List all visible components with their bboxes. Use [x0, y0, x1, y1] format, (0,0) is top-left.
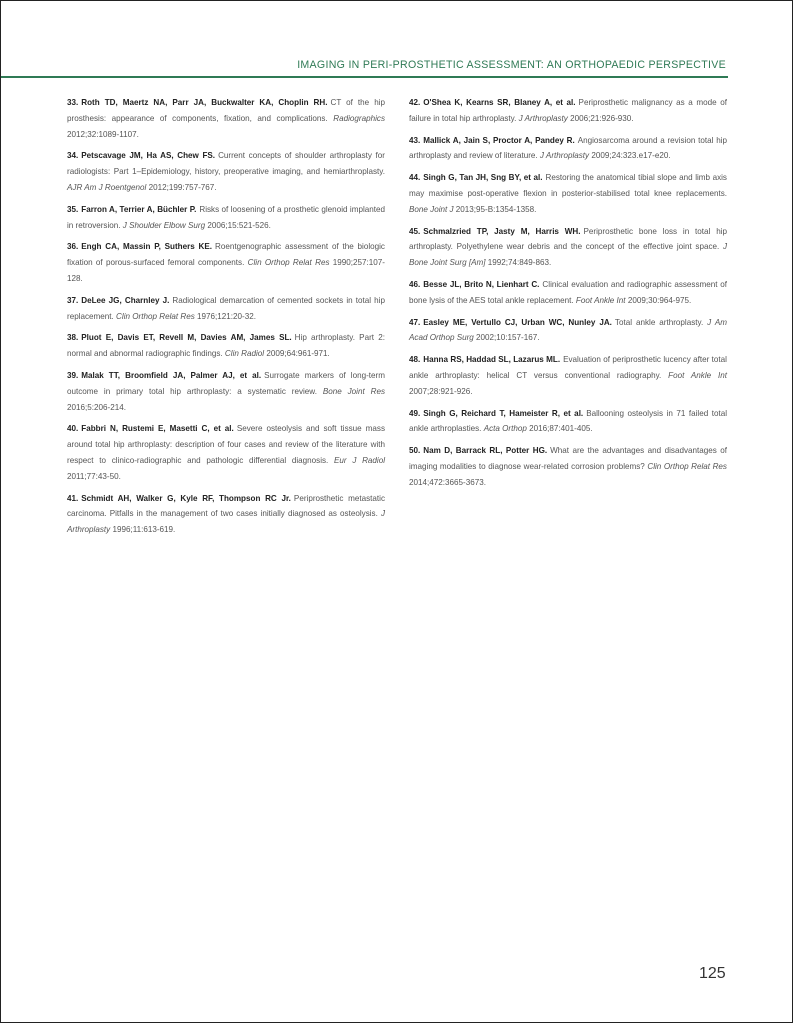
reference-journal: Foot Ankle Int: [575, 295, 626, 305]
reference-citation: 2009;64:961-971.: [266, 349, 330, 359]
reference-citation: 1990;257:107-128.: [67, 258, 386, 283]
reference-citation: 2016;5:206-214.: [67, 402, 126, 412]
reference-authors: Easley ME, Vertullo CJ, Urban WC, Nunley JA.: [423, 317, 612, 327]
reference-list-left: [67, 95, 385, 544]
page-number: 125: [699, 965, 726, 982]
reference-citation: 2016;87:401-405.: [529, 424, 593, 434]
reference-title: Surrogate markers of long-term outcome in primary total hip arthroplasty: a systematic review.: [67, 370, 385, 396]
reference-journal: Radiographics: [333, 113, 385, 123]
reference-journal: Bone Joint J: [409, 204, 454, 214]
reference-title: Periprosthetic malignancy as a mode of failure in total hip arthroplasty.: [409, 98, 727, 123]
reference-number: 38.: [67, 333, 79, 343]
reference-journal: Foot Ankle Int: [668, 370, 727, 380]
reference-number: 45.: [409, 226, 421, 236]
reference-item: [409, 352, 727, 399]
reference-title: What are the advantages and disadvantages of imaging modalities to diagnose wear-related corrosion problems?: [409, 446, 728, 471]
reference-item: [67, 491, 385, 538]
reference-number: 33.: [67, 98, 79, 107]
reference-journal: Clin Radiol: [224, 349, 265, 359]
reference-title: Roentgenographic assessment of the biologic fixation of porous-surfaced femoral components.: [67, 242, 385, 268]
reference-title: Risks of loosening of a prosthetic glenoid implanted in retroversion.: [67, 204, 385, 230]
reference-number: 34.: [67, 151, 79, 161]
reference-item: [67, 293, 385, 325]
reference-authors: Farron A, Terrier A, Büchler P.: [81, 204, 197, 214]
reference-title: Ballooning osteolysis in 71 failed total ankle arthroplasties.: [409, 408, 728, 434]
header-rule: [1, 76, 728, 78]
reference-number: 39.: [67, 370, 79, 380]
reference-authors: Singh G, Reichard T, Hameister R, et al.: [423, 408, 584, 418]
reference-item: [67, 148, 385, 195]
reference-item: [409, 406, 727, 438]
reference-title: Periprosthetic bone loss in total hip arthroplasty. Polyethylene wear debris and the concept of the effective joint space.: [409, 226, 727, 252]
reference-citation: 2013;95-B:1354-1358.: [455, 204, 537, 214]
reference-authors: Nam D, Barrack RL, Potter HG.: [423, 446, 548, 456]
reference-number: 42.: [409, 98, 421, 107]
reference-title: Radiological demarcation of cemented sockets in total hip replacement.: [67, 295, 385, 321]
reference-item: [409, 315, 727, 347]
reference-authors: Malak TT, Broomfield JA, Palmer AJ, et al.: [81, 370, 262, 380]
reference-number: 47.: [409, 317, 421, 327]
reference-citation: 1996;11:613-619.: [112, 525, 176, 535]
reference-number: 36.: [67, 242, 79, 252]
reference-number: 44.: [409, 173, 421, 183]
reference-item: [67, 330, 385, 362]
reference-authors: O'Shea K, Kearns SR, Blaney A, et al.: [423, 98, 576, 107]
reference-citation: 2002;10:157-167.: [476, 333, 540, 343]
reference-citation: 2011;77:43-50.: [67, 471, 121, 481]
reference-citation: 2009;30:964-975.: [627, 295, 692, 305]
running-head: IMAGING IN PERI-PROSTHETIC ASSESSMENT: AN ORTHOPAEDIC PERSPECTIVE: [297, 59, 726, 71]
reference-number: 41.: [67, 493, 79, 503]
reference-citation: 2006;15:521-526.: [207, 220, 271, 230]
reference-item: [67, 421, 385, 484]
reference-title: Restoring the anatomical tibial slope and limb axis may maximise post-operative flexion in posterior-stabilised total knee replacements.: [409, 173, 727, 198]
reference-journal: Acta Orthop: [483, 424, 527, 434]
reference-journal: Clin Orthop Relat Res: [647, 461, 727, 471]
reference-title: Periprosthetic metastatic carcinoma. Pitfalls in the management of two cases initially diagnosed as osteolysis.: [67, 493, 385, 519]
reference-authors: Pluot E, Davis ET, Revell M, Davies AM, James SL.: [81, 333, 292, 343]
reference-number: 35.: [67, 204, 79, 214]
reference-number: 48.: [409, 355, 421, 365]
reference-journal: J Am Acad Orthop Surg: [409, 317, 727, 343]
reference-title: Total ankle arthroplasty.: [614, 317, 704, 327]
reference-title: Evaluation of periprosthetic lucency after total ankle arthroplasty: helical CT versus conventional radiography.: [409, 355, 727, 380]
reference-item: [409, 443, 727, 490]
reference-citation: 2012;32:1089-1107.: [67, 129, 139, 139]
reference-citation: 2007;28:921-926.: [409, 386, 473, 396]
reference-authors: Singh G, Tan JH, Sng BY, et al.: [423, 173, 543, 183]
reference-authors: Besse JL, Brito N, Lienhart C.: [423, 279, 540, 289]
reference-title: Severe osteolysis and soft tissue mass around total hip arthroplasty: description of four cases and review of the literature with respect to clinico-radiographic and pathologic differential diagnosis.: [67, 424, 385, 465]
reference-journal: Eur J Radiol: [334, 455, 386, 465]
reference-authors: Mallick A, Jain S, Proctor A, Pandey R.: [423, 135, 575, 145]
reference-authors: Hanna RS, Haddad SL, Lazarus ML.: [423, 355, 561, 365]
reference-authors: Petscavage JM, Ha AS, Chew FS.: [81, 151, 216, 161]
reference-number: 50.: [409, 446, 421, 456]
reference-journal: J Arthroplasty: [67, 509, 385, 535]
reference-citation: 2009;24:323.e17-e20.: [591, 151, 671, 161]
reference-journal: AJR Am J Roentgenol: [67, 182, 147, 192]
reference-authors: Schmidt AH, Walker G, Kyle RF, Thompson RC Jr.: [81, 493, 291, 503]
reference-journal: Clin Orthop Relat Res: [247, 258, 330, 268]
reference-title: Hip arthroplasty. Part 2: normal and abnormal radiographic findings.: [67, 333, 385, 359]
reference-journal: J Bone Joint Surg [Am]: [409, 242, 728, 268]
reference-journal: Bone Joint Res: [322, 386, 386, 396]
reference-title: Clinical evaluation and radiographic assessment of bone lysis of the AES total ankle replacement.: [409, 279, 727, 305]
reference-journal: J Arthroplasty: [518, 113, 568, 123]
reference-number: 46.: [409, 279, 421, 289]
reference-title: Angiosarcoma around a revision total hip arthroplasty and review of literature.: [409, 135, 727, 161]
reference-title: CT of the hip prosthesis: appearance of components, fixation, and complications.: [67, 98, 385, 123]
reference-authors: DeLee JG, Charnley J.: [81, 295, 170, 305]
reference-number: 37.: [67, 295, 79, 305]
reference-number: 43.: [409, 135, 421, 145]
reference-citation: 2014;472:3665-3673.: [409, 477, 486, 487]
reference-item: [409, 277, 727, 309]
reference-item: [409, 170, 727, 217]
reference-citation: 2006;21:926-930.: [570, 113, 634, 123]
reference-citation: 1976;121:20-32.: [197, 311, 256, 321]
reference-authors: Roth TD, Maertz NA, Parr JA, Buckwalter KA, Choplin RH.: [81, 98, 328, 107]
reference-item: [67, 202, 385, 234]
reference-item: [67, 368, 385, 415]
reference-item: [409, 95, 727, 127]
reference-list-right: [409, 95, 727, 497]
reference-authors: Engh CA, Massin P, Suthers KE.: [81, 242, 213, 252]
reference-title: Current concepts of shoulder arthroplasty for radiologists: Part 1–Epidemiology, history, preoperative imaging, and hemiarthroplasty.: [67, 151, 386, 177]
reference-item: [67, 239, 385, 286]
reference-citation: 2012;199:757-767.: [148, 182, 217, 192]
reference-number: 49.: [409, 408, 421, 418]
reference-journal: J Shoulder Elbow Surg: [122, 220, 206, 230]
reference-number: 40.: [67, 424, 79, 434]
reference-item: [409, 133, 727, 165]
reference-citation: 1992;74:849-863.: [487, 258, 552, 268]
reference-item: [409, 224, 727, 271]
reference-authors: Schmalzried TP, Jasty M, Harris WH.: [423, 226, 581, 236]
reference-journal: J Arthroplasty: [539, 151, 590, 161]
reference-item: [67, 95, 385, 142]
reference-authors: Fabbri N, Rustemi E, Masetti C, et al.: [81, 424, 234, 434]
reference-journal: Clin Orthop Relat Res: [116, 311, 195, 321]
